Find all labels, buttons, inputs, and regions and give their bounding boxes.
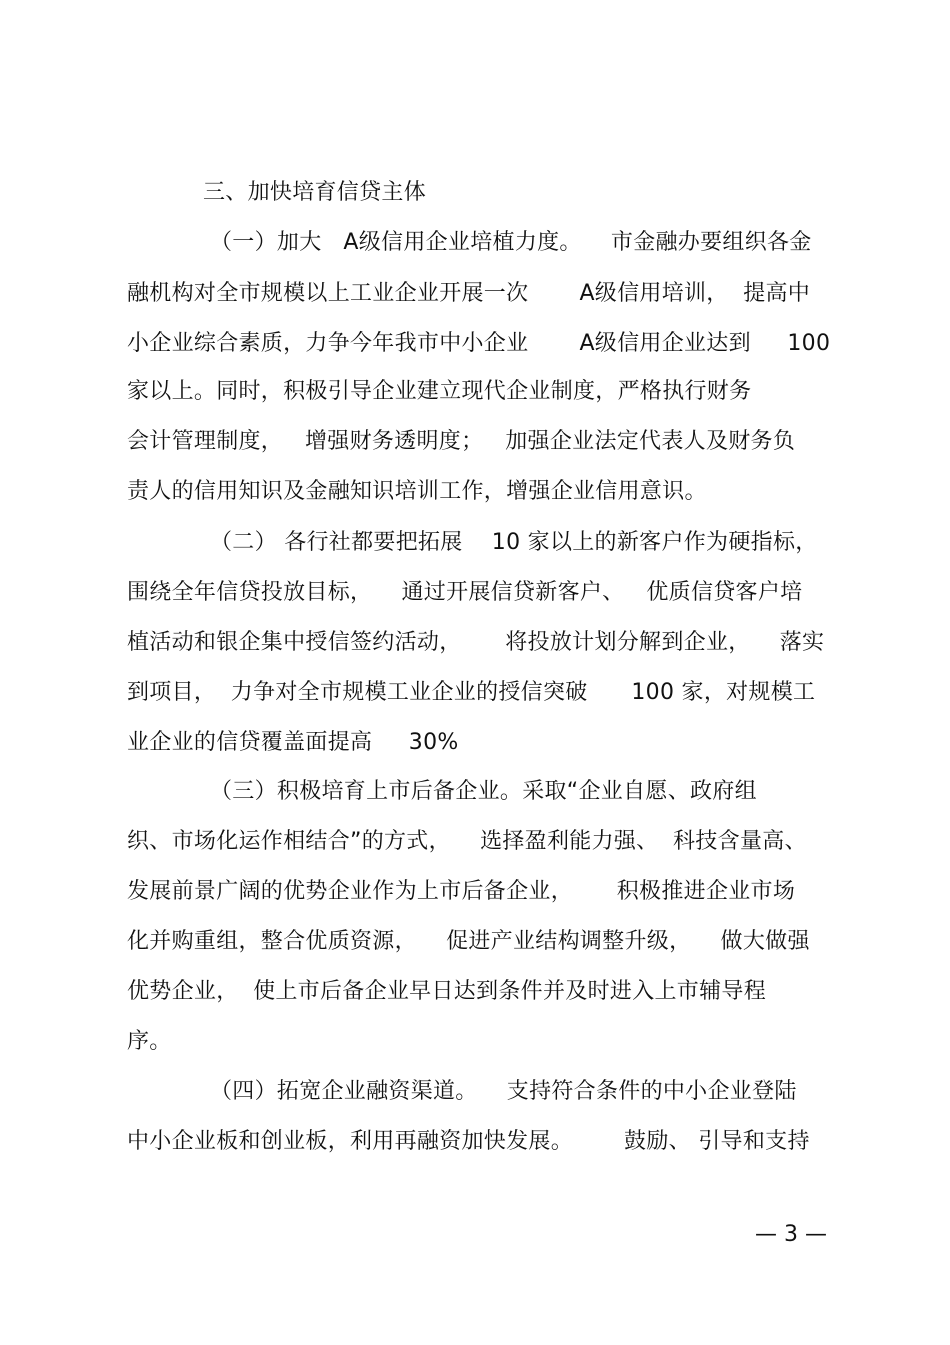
paragraph-line: （一）加大 A级信用企业培植力度。 市金融办要组织各金: [210, 230, 812, 255]
paragraph-line: 小企业综合素质，力争今年我市中小企业 A级信用企业达到 100: [127, 331, 831, 356]
paragraph-line: （二） 各行社都要把拓展 10 家以上的新客户作为硬指标，: [210, 530, 818, 555]
paragraph-line: 发展前景广阔的优势企业作为上市后备企业， 积极推进企业市场: [127, 879, 796, 904]
paragraph-line: 优势企业， 使上市后备企业早日达到条件并及时进入上市辅导程: [127, 979, 766, 1004]
section-heading: 三、加快培育信贷主体: [203, 180, 427, 205]
paragraph-line: 会计管理制度， 增强财务透明度； 加强企业法定代表人及财务负: [127, 429, 796, 454]
paragraph-line: 责人的信用知识及金融知识培训工作，增强企业信用意识。: [127, 479, 707, 504]
paragraph-line: 中小企业板和创业板，利用再融资加快发展。 鼓励、 引导和支持: [127, 1129, 810, 1154]
paragraph-line: （四）拓宽企业融资渠道。 支持符合条件的中小企业登陆: [210, 1079, 797, 1104]
paragraph-line: 家以上。同时，积极引导企业建立现代企业制度，严格执行财务: [127, 379, 752, 404]
paragraph-line: 序。: [127, 1029, 172, 1054]
paragraph-line: 植活动和银企集中授信签约活动， 将投放计划分解到企业， 落实: [127, 630, 825, 655]
paragraph-line: 围绕全年信贷投放目标， 通过开展信贷新客户、 优质信贷客户培: [127, 580, 803, 605]
paragraph-line: 到项目， 力争对全市规模工业企业的授信突破 100 家，对规模工: [127, 680, 816, 705]
paragraph-line: 融机构对全市规模以上工业企业开展一次 A级信用培训， 提高中: [127, 281, 811, 306]
paragraph-line: 业企业的信贷覆盖面提高 30%: [127, 730, 459, 755]
paragraph-line: （三）积极培育上市后备企业。采取“企业自愿、政府组: [210, 779, 757, 804]
page-number: — 3 —: [755, 1222, 827, 1247]
paragraph-line: 织、市场化运作相结合”的方式， 选择盈利能力强、 科技含量高、: [127, 829, 807, 854]
paragraph-line: 化并购重组，整合优质资源， 促进产业结构调整升级， 做大做强: [127, 929, 810, 954]
